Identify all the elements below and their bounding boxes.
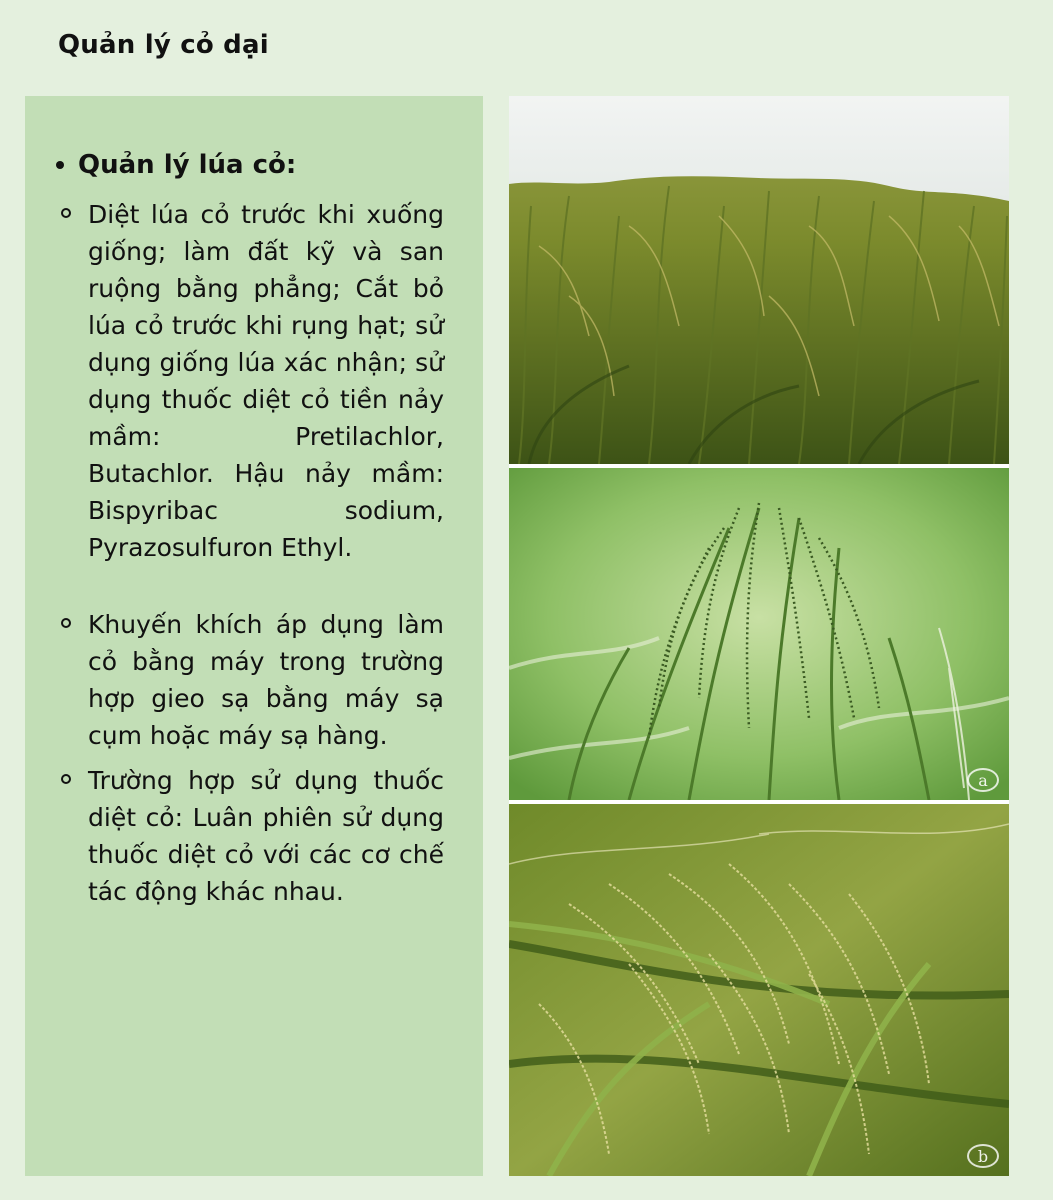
weedy-rice-panicle-photo-b [509, 804, 1009, 1176]
page-title: Quản lý cỏ dại [58, 30, 269, 60]
hollow-bullet-icon [61, 618, 71, 628]
weedy-rice-field-photo [509, 96, 1009, 464]
weedy-rice-panicle-photo-a [509, 468, 1009, 800]
list-item-text: Diệt lúa cỏ trước khi xuống giống; làm đất kỹ và san ruộng bằng phẳng; Cắt bỏ lúa cỏ trước khi rụng hạt; sử dụng giống lúa xác nhận; sử dụng thuốc diệt cỏ tiền nảy mầm: Pretilachlor, Butachlor. Hậu nảy mầm: Bispyribac sodium, Pyrazosulfuron Ethyl. [88, 200, 444, 562]
list-item-text: Khuyến khích áp dụng làm cỏ bằng máy trong trường hợp gieo sạ bằng máy sạ cụm hoặc máy sạ hàng. [88, 610, 444, 750]
section-heading [56, 150, 296, 180]
list-item [88, 196, 444, 566]
list-item [88, 762, 444, 910]
photo-column [509, 96, 1009, 1176]
photo-label-b: b [967, 1144, 999, 1168]
hollow-bullet-icon [61, 208, 71, 218]
hollow-bullet-icon [61, 774, 71, 784]
photo-label-a: a [967, 768, 999, 792]
section-heading-text: Quản lý lúa cỏ: [78, 150, 297, 180]
list-item-text: Trường hợp sử dụng thuốc diệt cỏ: Luân phiên sử dụng thuốc diệt cỏ với các cơ chế tác động khác nhau. [88, 766, 444, 906]
bullet-icon [56, 161, 64, 169]
list-item [88, 606, 444, 754]
